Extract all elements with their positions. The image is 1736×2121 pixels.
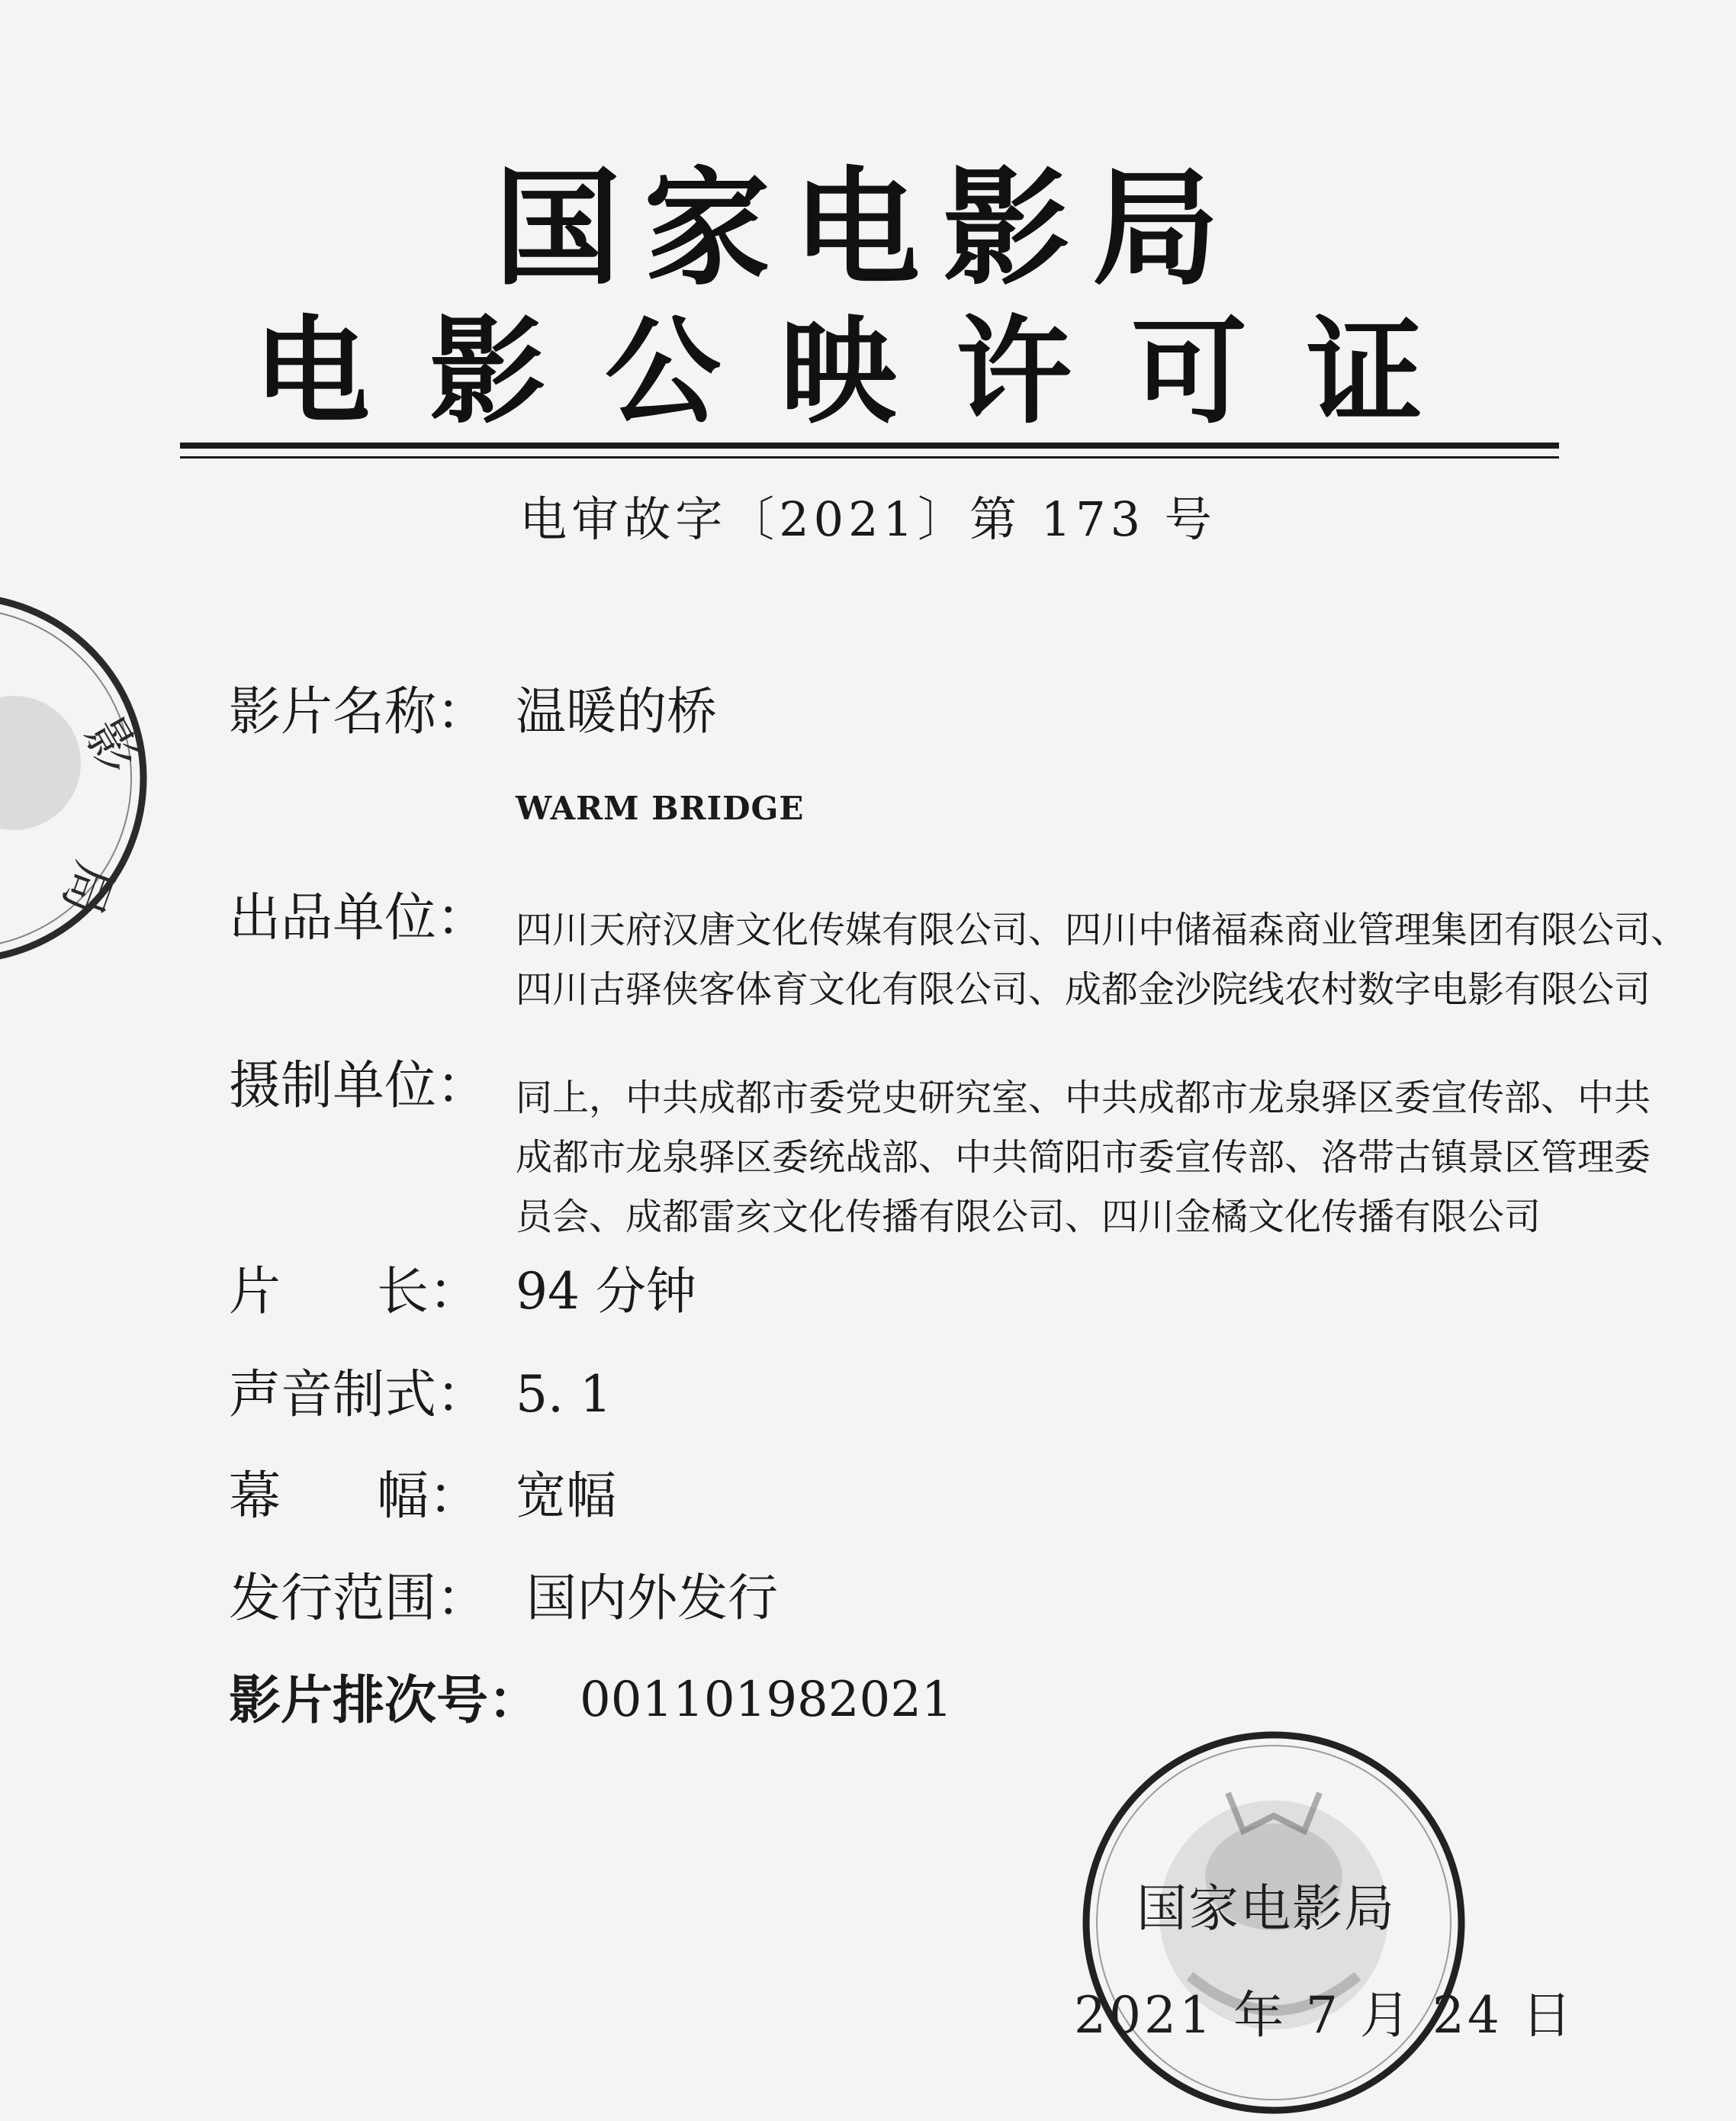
screen-format-label	[229, 1466, 481, 1527]
runtime-label-part: 长：	[376, 1262, 481, 1322]
serial-number-label: 影片排次号：	[229, 1671, 541, 1731]
film-name-label: 影片名称：	[229, 682, 489, 742]
runtime-label-part: 片	[229, 1262, 281, 1322]
seal-name: 国家电影局	[1136, 1879, 1396, 1938]
document-title: 电影公映许可证	[254, 304, 1482, 439]
issue-date: 2021 年 7 月 24 日	[1074, 1986, 1575, 2045]
producers-line: 四川古驿侠客体育文化有限公司、成都金沙院线农村数字电影有限公司	[516, 968, 1651, 1011]
sound-format-value: 5. 1	[516, 1365, 612, 1424]
sound-format-label: 声音制式：	[229, 1365, 489, 1425]
title-rule-thick	[180, 443, 1559, 449]
runtime-label	[229, 1262, 481, 1322]
production-units-line: 员会、成都雷亥文化传播有限公司、四川金橘文化传播有限公司	[516, 1196, 1542, 1238]
title-rule-thin	[180, 456, 1559, 459]
producers-value	[516, 900, 1687, 1019]
agency-title: 国家电影局	[494, 156, 1242, 303]
serial-number-value: 001101982021	[580, 1672, 953, 1728]
film-name-value: 温暖的桥	[516, 682, 717, 741]
production-units-line: 成都市龙泉驿区委统战部、中共简阳市委宣传部、洛带古镇景区管理委	[516, 1136, 1651, 1179]
left-seal-char: 局	[50, 854, 125, 924]
screen-format-label-part: 幅：	[376, 1466, 481, 1527]
producers-line: 四川天府汉唐文化传媒有限公司、四川中储福森商业管理集团有限公司、	[516, 909, 1688, 951]
distribution-value: 国内外发行	[526, 1569, 778, 1627]
distribution-label: 发行范围：	[229, 1569, 489, 1629]
production-units-label: 摄制单位：	[229, 1056, 489, 1116]
document-number: 电审故字〔2021〕第 173 号	[519, 491, 1217, 547]
partial-seal-left	[0, 587, 153, 969]
production-units-line: 同上，中共成都市委党史研究室、中共成都市龙泉驿区委宣传部、中共	[516, 1077, 1651, 1119]
film-english-title: WARM BRIDGE	[516, 790, 805, 827]
runtime-value: 94 分钟	[516, 1262, 696, 1321]
screen-format-value: 宽幅	[516, 1466, 616, 1525]
screen-format-label-part: 幕	[229, 1466, 281, 1527]
left-seal-char: 影	[72, 709, 151, 784]
production-units-value	[516, 1068, 1651, 1247]
producers-label: 出品单位：	[229, 888, 489, 948]
